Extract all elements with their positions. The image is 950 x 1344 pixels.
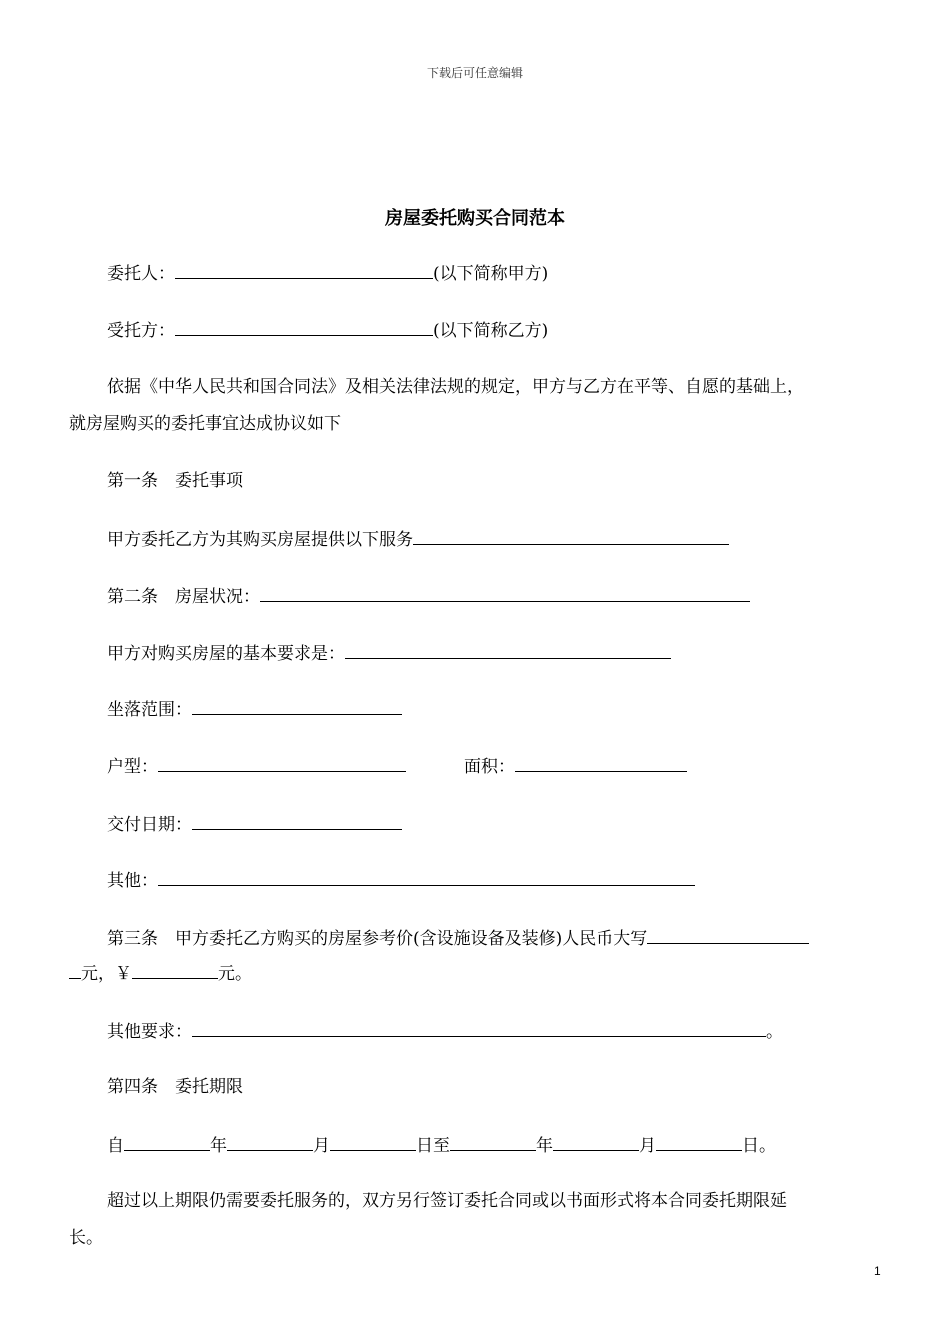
document-title: 房屋委托购买合同范本	[385, 208, 565, 229]
article-3-line-1	[107, 927, 809, 950]
extension-line-2: 长。	[69, 1228, 103, 1248]
type-blank[interactable]	[158, 755, 406, 772]
term-line	[107, 1134, 776, 1157]
other-requirements-line	[107, 1020, 783, 1043]
term-month-2: 月	[639, 1136, 656, 1156]
term-day-end: 日。	[742, 1136, 776, 1156]
article-1-text: 甲方委托乙方为其购买房屋提供以下服务	[107, 530, 413, 550]
agent-line	[107, 319, 548, 342]
type-label: 户型：	[107, 757, 158, 777]
other-requirements-blank[interactable]	[192, 1020, 766, 1037]
end-year-blank[interactable]	[450, 1134, 536, 1151]
requirements-label: 甲方对购买房屋的基本要求是：	[107, 644, 345, 664]
article-2-heading: 第二条 房屋状况：	[107, 587, 260, 607]
start-year-blank[interactable]	[124, 1134, 210, 1151]
type-area-line	[107, 755, 687, 778]
requirements-blank[interactable]	[345, 642, 671, 659]
delivery-line	[107, 813, 402, 836]
end-day-blank[interactable]	[656, 1134, 742, 1151]
price-words-blank[interactable]	[647, 927, 809, 944]
intro-line-2: 就房屋购买的委托事宜达成协议如下	[69, 414, 341, 434]
location-blank[interactable]	[192, 698, 402, 715]
term-from: 自	[107, 1136, 124, 1156]
client-line	[107, 262, 548, 285]
intro-line-1: 依据《中华人民共和国合同法》及相关法律法规的规定，甲方与乙方在平等、自愿的基础上，	[107, 377, 804, 397]
start-day-blank[interactable]	[330, 1134, 416, 1151]
delivery-label: 交付日期：	[107, 815, 192, 835]
article-3-line-2	[69, 962, 252, 985]
price-words-blank-cont[interactable]	[69, 962, 81, 979]
delivery-blank[interactable]	[192, 813, 402, 830]
term-year-1: 年	[210, 1136, 227, 1156]
services-blank[interactable]	[413, 528, 729, 545]
agent-suffix: (以下简称乙方)	[433, 321, 549, 341]
article-4-heading: 第四条 委托期限	[107, 1077, 243, 1097]
client-blank[interactable]	[175, 262, 433, 279]
area-label: 面积：	[464, 757, 515, 777]
start-month-blank[interactable]	[227, 1134, 313, 1151]
article-3-yuan-1: 元，￥	[81, 964, 132, 984]
term-year-2: 年	[536, 1136, 553, 1156]
article-2-line	[107, 585, 750, 608]
article-3-text: 第三条 甲方委托乙方购买的房屋参考价(含设施设备及装修)人民币大写	[107, 929, 648, 949]
other-label: 其他：	[107, 871, 158, 891]
article-1-text-line	[107, 528, 729, 551]
area-blank[interactable]	[515, 755, 687, 772]
header-note: 下载后可任意编辑	[426, 66, 523, 80]
agent-blank[interactable]	[175, 319, 433, 336]
extension-line-1: 超过以上期限仍需要委托服务的，双方另行签订委托合同或以书面形式将本合同委托期限延	[107, 1191, 787, 1211]
other-line	[107, 869, 695, 892]
term-month-1: 月	[313, 1136, 330, 1156]
end-month-blank[interactable]	[553, 1134, 639, 1151]
client-suffix: (以下简称甲方)	[433, 264, 549, 284]
article-3-yuan-2: 元。	[218, 964, 252, 984]
other-requirements-end: 。	[766, 1022, 783, 1042]
agent-label: 受托方：	[107, 321, 175, 341]
client-label: 委托人：	[107, 264, 175, 284]
price-number-blank[interactable]	[132, 962, 218, 979]
house-status-blank[interactable]	[260, 585, 750, 602]
article-1-heading: 第一条 委托事项	[107, 471, 243, 491]
other-requirements-label: 其他要求：	[107, 1022, 192, 1042]
location-label: 坐落范围：	[107, 700, 192, 720]
other-blank[interactable]	[158, 869, 695, 886]
term-day-to: 日至	[416, 1136, 450, 1156]
location-line	[107, 698, 402, 721]
requirements-line	[107, 642, 671, 665]
page-number: 1	[874, 1264, 881, 1278]
